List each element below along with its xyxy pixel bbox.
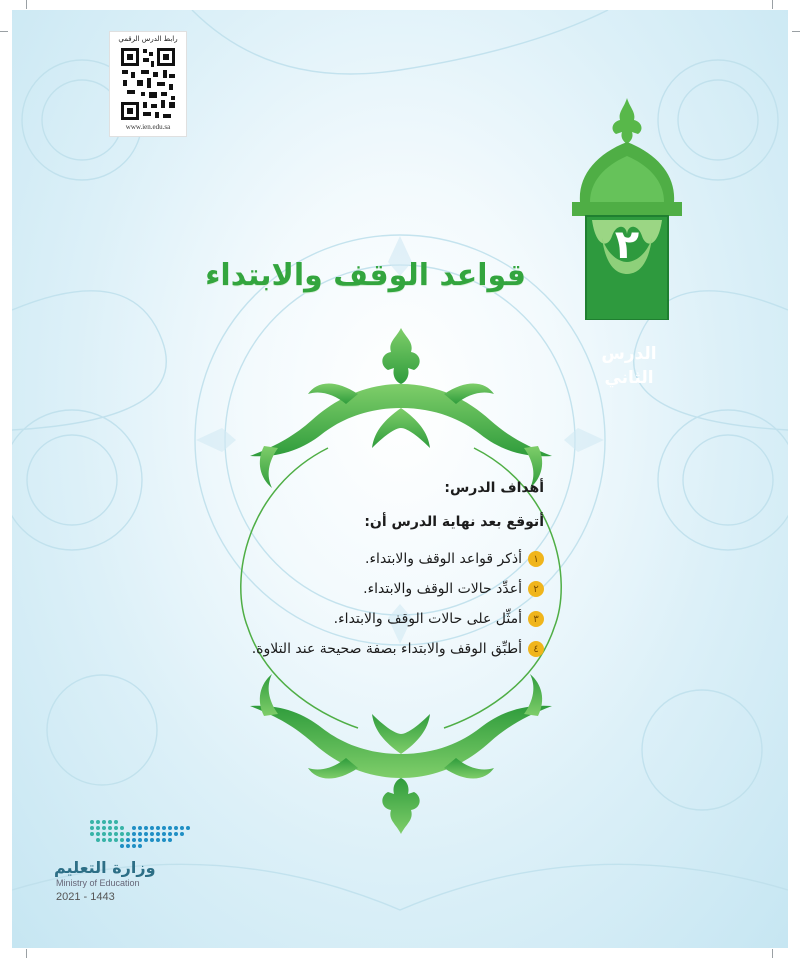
objective-item [214, 604, 544, 634]
page [12, 10, 788, 948]
qr-url: www.ien.edu.sa [125, 123, 171, 131]
crop-mark-bottom [26, 949, 27, 958]
objective-number-badge: ٤ [528, 641, 544, 657]
qr-code-icon [119, 46, 177, 122]
objective-text: أطبِّق الوقف والابتداء بصفة صحيحة عند التلاوة. [251, 641, 522, 657]
ministry-name-ar: وزارة التعليم [54, 858, 156, 877]
objective-text: أعدِّد حالات الوقف والابتداء. [363, 581, 522, 597]
ministry-name-en: Ministry of Education [56, 878, 140, 888]
objective-text: أمثِّل على حالات الوقف والابتداء. [333, 611, 522, 627]
crop-mark-top [26, 0, 27, 9]
crop-mark-bottom-right [772, 949, 773, 958]
objective-text: أذكر قواعد الوقف والابتداء. [365, 551, 522, 567]
objective-item [214, 634, 544, 664]
crop-mark-side [0, 31, 8, 32]
objective-item [214, 574, 544, 604]
ministry-logo-icon [52, 818, 192, 852]
objectives-heading: أهداف الدرس: [444, 480, 544, 496]
crop-mark-top-right [772, 0, 773, 9]
dome-ornament-icon [572, 98, 682, 320]
lesson-label-line1: الدرس [601, 344, 657, 364]
qr-code-box[interactable] [110, 32, 186, 136]
objectives-intro: أتوقع بعد نهاية الدرس أن: [364, 514, 544, 530]
lesson-title: قواعد الوقف والابتداء [205, 258, 526, 293]
edition-year: 2021 - 1443 [56, 891, 115, 903]
lesson-objectives [214, 480, 544, 664]
objective-number-badge: ٢ [528, 581, 544, 597]
objective-item [214, 544, 544, 574]
qr-title: رابط الدرس الرقمي [118, 35, 178, 43]
objective-number-badge: ١ [528, 551, 544, 567]
objective-number-badge: ٣ [528, 611, 544, 627]
lesson-label [586, 342, 672, 390]
lesson-badge [572, 98, 682, 388]
crop-mark-side-right [792, 31, 800, 32]
lesson-number: ٢ [614, 222, 640, 268]
lesson-label-line2: الثاني [604, 368, 654, 388]
